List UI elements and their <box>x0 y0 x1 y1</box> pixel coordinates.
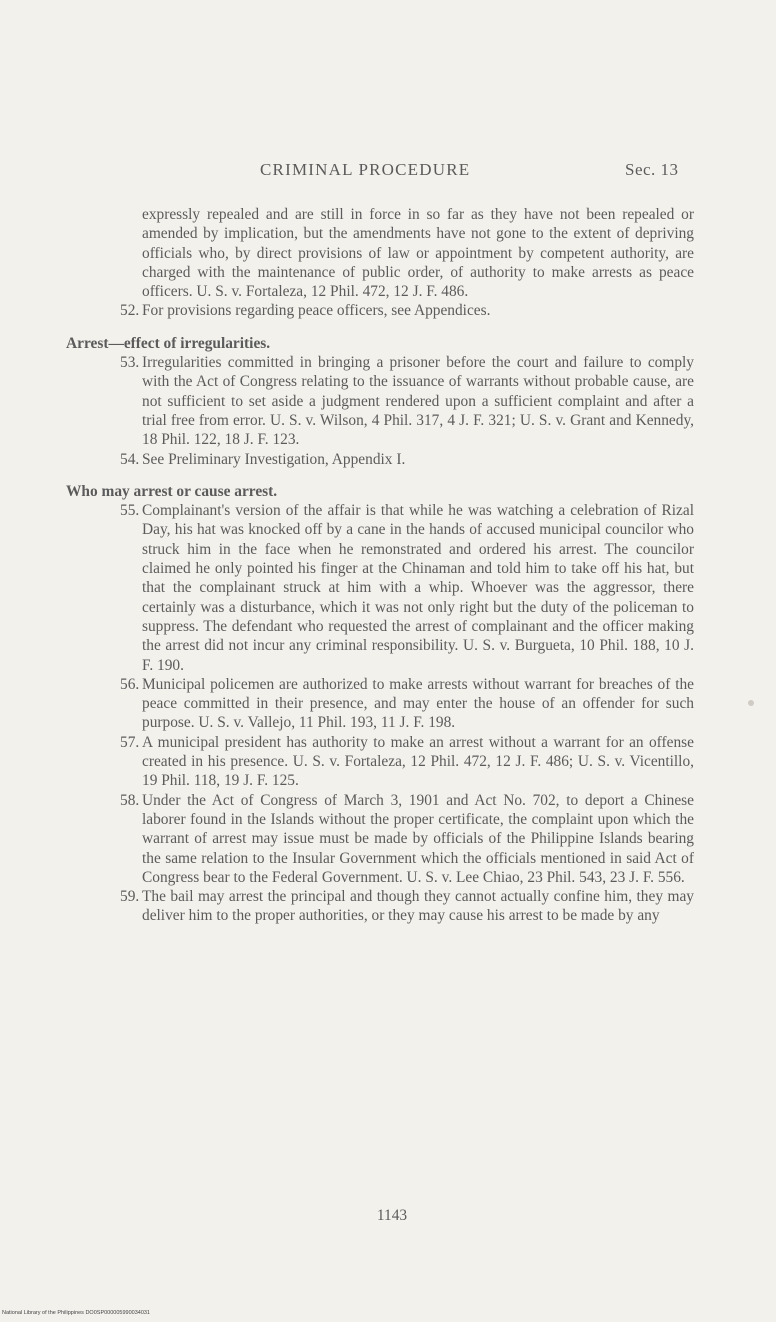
running-title: CRIMINAL PROCEDURE <box>260 160 471 179</box>
page-number: 1143 <box>376 1207 408 1224</box>
paragraph-number: 55. <box>120 502 140 520</box>
paragraph-text: Municipal policemen are authorized to make arrests without warrant for breaches of the peace committed in their presence, and may enter the house of an offender for such purpose. U. S. v. Vallejo, 11 Phil. 193, 11 J. F. 198. <box>142 675 694 732</box>
paragraph-55 <box>66 501 694 675</box>
paragraph-text: The bail may arrest the principal and though they cannot actually confine him, they may deliver him to the proper authorities, or they may cause his arrest to be made by any <box>142 888 694 925</box>
paragraph-text: Complainant's version of the affair is that while he was watching a celebration of Rizal Day, his hat was knocked off by a cane in the hands of accused municipal councilor who struck him in the face when he remonstrated and ordered his arrest. The councilor claimed he only pointed his finger at the Chinaman and told him to take off his hat, but that the complainant struck at him with a whip. Whoever was the aggressor, there certainly was a disturbance, which it was not only right but the duty of the policeman to suppress. The defendant who requested the arrest of complainant and the officer making the arrest did not incur any criminal responsibility. U. S. v. Burgueta, 10 Phil. 188, 10 J. F. 190. <box>142 502 694 674</box>
paragraph-number: 58. <box>120 791 140 809</box>
paragraph-54 <box>66 450 694 469</box>
section-number: Sec. 13 <box>625 160 679 179</box>
page-body <box>66 205 694 926</box>
paragraph-number: 57. <box>120 733 140 751</box>
scan-speck <box>748 700 754 706</box>
paragraph-56 <box>66 675 694 733</box>
paragraph-number: 53. <box>120 354 140 372</box>
paragraph-number: 56. <box>120 675 140 693</box>
paragraph-59 <box>66 887 694 926</box>
paragraph-52 <box>66 301 694 320</box>
paragraph-53 <box>66 353 694 449</box>
paragraph-text: Irregularities committed in bringing a prisoner before the court and failure to comply with the Act of Congress relating to the issuance of warrants without probable cause, are not sufficient to set aside a judgment rendered upon a sufficient complaint and after a trial free from error. U. S. v. Wilson, 4 Phil. 317, 4 J. F. 321; U. S. v. Grant and Kennedy, 18 Phil. 122, 18 J. F. 123. <box>142 354 694 449</box>
continued-paragraph: expressly repealed and are still in force in so far as they have not been repealed or amended by implication, but the amendments have not gone to the extent of depriving officials who, by direct provisions of law or appointment by competent authority, are charged with the maintenance of public order, of authority to make arrests as peace officers. U. S. v. Fortaleza, 12 Phil. 472, 12 J. F. 486. <box>142 206 694 301</box>
paragraph-58 <box>66 791 694 887</box>
paragraph-57 <box>66 733 694 791</box>
section-heading-arrest-irregularities: Arrest—effect of irregularities. <box>66 334 271 352</box>
footer-credit: National Library of the Philippines DO0SP000005990034031 <box>2 1310 150 1316</box>
paragraph-number: 54. <box>120 450 140 468</box>
paragraph-text: See Preliminary Investigation, Appendix I. <box>142 450 406 468</box>
paragraph-text: Under the Act of Congress of March 3, 1901 and Act No. 702, to deport a Chinese laborer found in the Islands without the proper certificate, the complaint upon which the warrant of arrest may issue must be made by officials of the Philippine Islands bearing the same relation to the Insular Government which the officials mentioned in said Act of Congress bear to the Federal Government. U. S. v. Lee Chiao, 23 Phil. 543, 23 J. F. 556. <box>142 791 694 886</box>
paragraph-text: A municipal president has authority to make an arrest without a warrant for an offense created in his presence. U. S. v. Fortaleza, 12 Phil. 472, 12 J. F. 486; U. S. v. Vicentillo, 19 Phil. 118, 19 J. F. 125. <box>142 733 694 790</box>
running-header <box>0 160 776 184</box>
paragraph-text: For provisions regarding peace officers, see Appendices. <box>142 302 491 320</box>
paragraph-number: 52. <box>120 302 140 320</box>
section-heading-who-may-arrest: Who may arrest or cause arrest. <box>66 482 278 500</box>
paragraph-number: 59. <box>120 888 140 906</box>
